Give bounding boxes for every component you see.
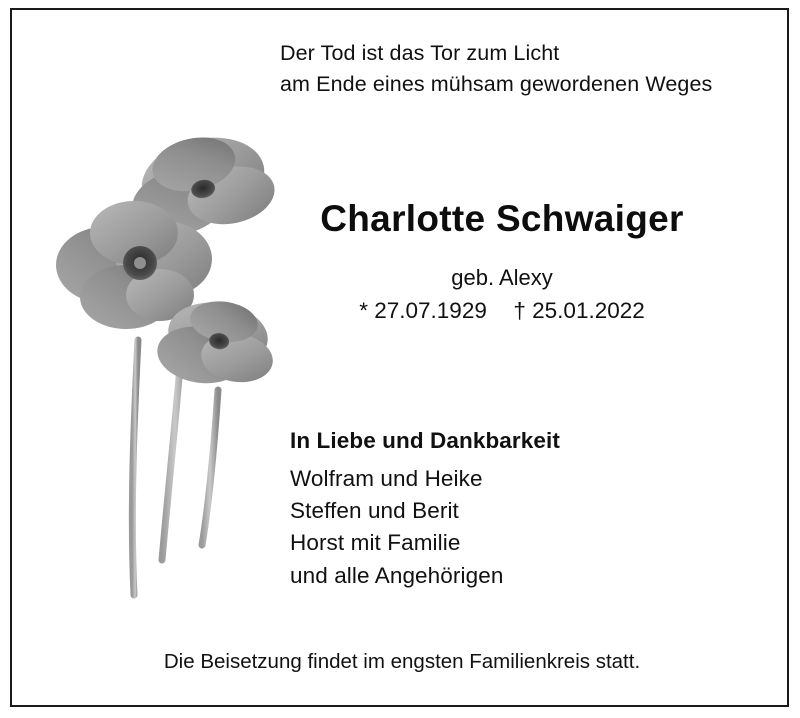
maiden-name: geb. Alexy	[451, 265, 553, 290]
memorial-verse	[280, 38, 780, 99]
survivor-line: Horst mit Familie	[290, 530, 461, 556]
survivor-line: Steffen und Berit	[290, 498, 459, 524]
dedication-heading: In Liebe und Dankbarkeit	[290, 428, 560, 453]
verse-line-1: Der Tod ist das Tor zum Licht	[280, 41, 560, 65]
deceased-name: Charlotte Schwaiger	[320, 198, 684, 239]
dedication-block	[290, 428, 760, 592]
funeral-note: Die Beisetzung findet im engsten Familienkreis statt.	[163, 650, 641, 673]
birth-date: * 27.07.1929	[359, 298, 487, 323]
obituary-card	[10, 8, 789, 707]
survivor-line: und alle Angehörigen	[290, 562, 504, 588]
verse-line-2: am Ende eines mühsam gewordenen Weges	[280, 71, 713, 96]
poppy-flowers-image	[42, 90, 292, 610]
survivor-line: Wolfram und Heike	[290, 466, 483, 491]
life-dates	[222, 298, 782, 324]
death-date: † 25.01.2022	[513, 298, 645, 323]
